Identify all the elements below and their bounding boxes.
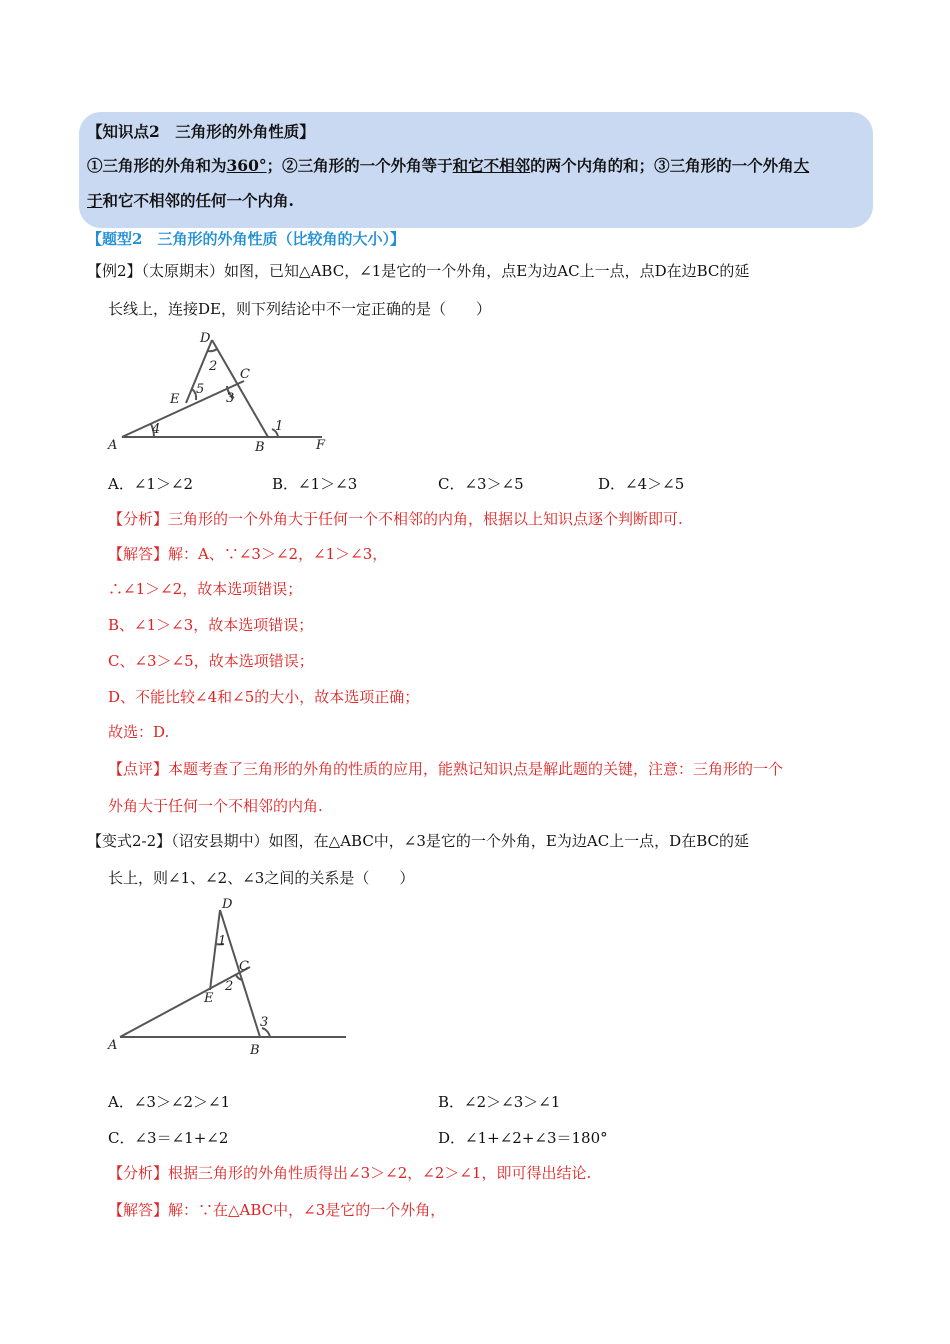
line-ac — [122, 381, 244, 437]
variant-question-line-1: 【变式2-2】（诏安县期中）如图，在△ABC中，∠3是它的一个外角，E为边AC上一点，D在BC的延 — [87, 832, 749, 850]
example-comment-line-2: 外角大于任何一个不相邻的内角. — [108, 797, 323, 815]
example-analysis — [108, 508, 683, 529]
text: 和它不相邻的任何一个内角. — [102, 191, 294, 210]
example-answer-line-2: ∴∠1＞∠2，故本选项错误； — [108, 580, 303, 598]
label-angle-4: 4 — [152, 422, 161, 437]
text: 的两个内角的和；③三角形的一个外角 — [530, 156, 794, 175]
example-option-a: A．∠1＞∠2 — [108, 475, 194, 493]
underlined-text: 大 — [793, 156, 810, 175]
label-angle-5: 5 — [196, 382, 205, 397]
text: ①三角形的外角和为 — [87, 156, 227, 175]
label-c: C — [239, 959, 249, 974]
answer-text: 解：∵在△ABC中，∠3是它的一个外角， — [168, 1201, 446, 1219]
label-a: A — [108, 438, 118, 453]
example-comment-line-1 — [108, 758, 783, 779]
label-e: E — [170, 392, 180, 407]
example-option-c: C．∠3＞∠5 — [438, 475, 524, 493]
underlined-text: 于 — [87, 191, 103, 210]
example-answer-line-4: C、∠3＞∠5，故本选项错误； — [108, 652, 314, 670]
example-option-d: D．∠4＞∠5 — [598, 475, 685, 493]
comment-text: 本题考查了三角形的外角的性质的应用，能熟记知识点是解此题的关键，注意：三角形的一个 — [168, 760, 784, 778]
line-db — [212, 340, 268, 437]
label-b: B — [255, 440, 265, 455]
angle-arc-2 — [208, 349, 217, 351]
question-type-heading: 【题型2 三角形的外角性质（比较角的大小）】 — [87, 230, 405, 248]
label-c: C — [240, 367, 250, 382]
example-figure — [100, 325, 350, 460]
answer-tag: 【解答】 — [108, 545, 169, 563]
comment-tag: 【点评】 — [108, 760, 169, 778]
variant-answer — [108, 1199, 445, 1220]
label-d: D — [200, 331, 211, 346]
example-answer-line-5: D、不能比较∠4和∠5的大小，故本选项正确； — [108, 688, 420, 706]
example-option-b: B．∠1＞∠3 — [272, 475, 358, 493]
label-b: B — [250, 1043, 260, 1058]
example-question-line-2: 长线上，连接DE，则下列结论中不一定正确的是（ ） — [108, 300, 491, 318]
answer-tag: 【解答】 — [108, 1201, 169, 1219]
knowledge-title: 【知识点2 三角形的外角性质】 — [87, 122, 315, 141]
analysis-text: 根据三角形的外角性质得出∠3＞∠2，∠2＞∠1，即可得出结论. — [168, 1164, 592, 1182]
label-angle-1: 1 — [218, 934, 227, 949]
example-answer-line-3: B、∠1＞∠3，故本选项错误； — [108, 616, 314, 634]
knowledge-line-2 — [87, 189, 294, 211]
label-angle-3: 3 — [260, 1015, 269, 1030]
line-ac — [120, 967, 250, 1037]
underlined-text: 360° — [226, 156, 267, 175]
label-angle-3: 3 — [226, 391, 235, 406]
variant-analysis — [108, 1162, 591, 1183]
variant-figure — [100, 892, 360, 1062]
label-e: E — [204, 991, 214, 1006]
label-angle-1: 1 — [275, 419, 284, 434]
answer-text: 解：A、∵∠3＞∠2，∠1＞∠3， — [168, 545, 388, 563]
analysis-text: 三角形的一个外角大于任何一个不相邻的内角，根据以上知识点逐个判断即可. — [168, 510, 683, 528]
analysis-tag: 【分析】 — [108, 510, 169, 528]
example-question-line-1: 【例2】（太原期末）如图，已知△ABC，∠1是它的一个外角，点E为边AC上一点，点D在边BC的延 — [87, 262, 750, 280]
knowledge-point-box — [79, 112, 873, 228]
variant-option-d: D．∠1+∠2+∠3＝180° — [438, 1129, 608, 1147]
analysis-tag: 【分析】 — [108, 1164, 169, 1182]
example-answer-line-6: 故选：D. — [108, 723, 170, 741]
example-answer-line-1 — [108, 543, 387, 564]
label-f: F — [316, 438, 326, 453]
text: ；②三角形的一个外角等于 — [266, 156, 453, 175]
line-de — [210, 910, 220, 990]
variant-option-b: B．∠2＞∠3＞∠1 — [438, 1093, 561, 1111]
variant-option-a: A．∠3＞∠2＞∠1 — [108, 1093, 231, 1111]
underlined-text: 和它不相邻 — [452, 156, 531, 175]
label-angle-2: 2 — [225, 979, 234, 994]
variant-question-line-2: 长上，则∠1、∠2、∠3之间的关系是（ ） — [108, 869, 415, 887]
knowledge-line-1 — [87, 154, 809, 176]
label-a: A — [108, 1038, 118, 1053]
variant-option-c: C．∠3＝∠1+∠2 — [108, 1129, 229, 1147]
label-d: D — [222, 897, 233, 912]
label-angle-2: 2 — [209, 359, 218, 374]
